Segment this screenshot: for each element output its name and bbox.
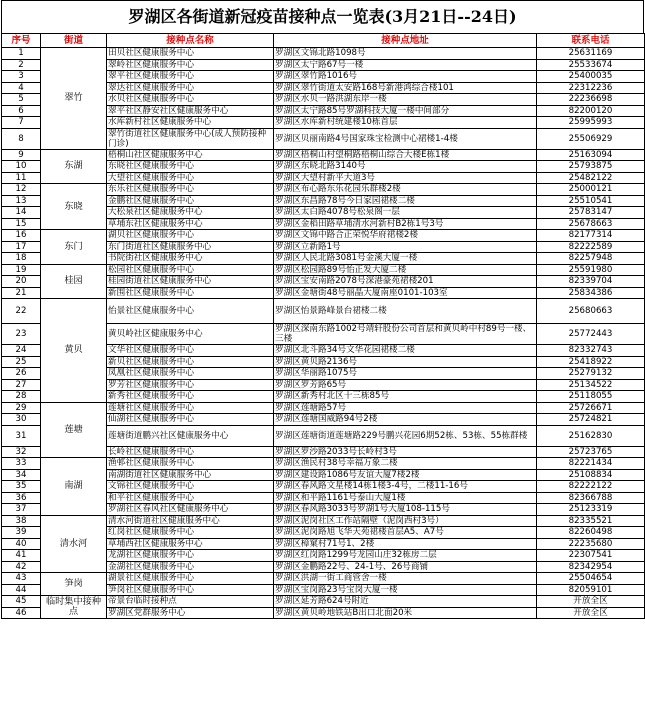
site-address-cell: 罗湖区宝岗路23号宝岗大厦一楼 [274, 584, 537, 596]
site-name-cell: 翠达社区健康服务中心 [107, 82, 274, 94]
row-seq-cell: 18 [2, 253, 41, 265]
row-seq-cell: 19 [2, 264, 41, 276]
row-seq-cell: 45 [2, 596, 41, 608]
site-address-cell: 罗湖区布心路东乐花园乐群楼2楼 [274, 184, 537, 196]
site-address-cell: 罗湖区太白路4078号松泉阁一层 [274, 207, 537, 219]
phone-cell: 25163094 [537, 149, 645, 161]
site-name-cell: 笋岗社区健康服务中心 [107, 584, 274, 596]
phone-cell: 25162830 [537, 425, 645, 446]
row-seq-cell: 38 [2, 515, 41, 527]
street-name-cell: 桂园 [41, 264, 107, 299]
site-address-cell: 罗湖区红岗路1299号龙园山庄32栋房二层 [274, 550, 537, 562]
table-header-row [2, 34, 645, 48]
row-seq-cell: 35 [2, 481, 41, 493]
site-name-cell: 湖景社区健康服务中心 [107, 573, 274, 585]
table-row [2, 184, 645, 196]
row-seq-cell: 4 [2, 82, 41, 94]
table-row [2, 515, 645, 527]
site-name-cell: 梧桐山社区健康服务中心 [107, 149, 274, 161]
site-address-cell: 罗湖区罗芳路65号 [274, 379, 537, 391]
site-address-cell: 罗湖区莲塘路57号 [274, 402, 537, 414]
site-name-cell: 渔邨社区健康服务中心 [107, 458, 274, 470]
site-address-cell: 罗湖区渔民村38号幸福万象二楼 [274, 458, 537, 470]
phone-cell: 82257948 [537, 253, 645, 265]
phone-cell: 82221434 [537, 458, 645, 470]
site-address-cell: 罗湖区人民北路3081号金溪大厦一楼 [274, 253, 537, 265]
phone-cell: 25793875 [537, 161, 645, 173]
row-seq-cell: 23 [2, 324, 41, 345]
row-seq-cell: 27 [2, 379, 41, 391]
site-name-cell: 南湖街道社区健康服务中心 [107, 469, 274, 481]
site-address-cell: 罗湖区北斗路34号文华花园裙楼二楼 [274, 345, 537, 357]
street-name-cell: 东湖 [41, 149, 107, 184]
row-seq-cell: 10 [2, 161, 41, 173]
site-name-cell: 新围社区健康服务中心 [107, 287, 274, 299]
site-address-cell: 罗湖区太宁路67号一楼 [274, 59, 537, 71]
phone-cell: 25834386 [537, 287, 645, 299]
site-name-cell: 翠平社区健康服务中心 [107, 71, 274, 83]
phone-cell: 25482122 [537, 172, 645, 184]
site-name-cell: 新秀社区健康服务中心 [107, 391, 274, 403]
site-address-cell: 罗湖区泥岗社区工作站隔壁（泥岗西村3号） [274, 515, 537, 527]
phone-cell: 25000121 [537, 184, 645, 196]
site-name-cell: 龙湖社区健康服务中心 [107, 550, 274, 562]
site-name-cell: 罗湖社区春风社区健康服务中心 [107, 504, 274, 516]
row-seq-cell: 15 [2, 218, 41, 230]
site-address-cell: 罗湖区莲塘国威路94号2楼 [274, 414, 537, 426]
table-row [2, 573, 645, 585]
street-name-cell: 临时集中接种点 [41, 596, 107, 619]
site-address-cell: 罗湖区莲塘街道莲塘路229号鹏兴花园6期52栋、53栋、55栋群楼 [274, 425, 537, 446]
row-seq-cell: 6 [2, 105, 41, 117]
phone-cell: 82059101 [537, 584, 645, 596]
row-seq-cell: 44 [2, 584, 41, 596]
phone-cell: 82339704 [537, 276, 645, 288]
street-name-cell: 翠竹 [41, 48, 107, 150]
site-address-cell: 罗湖区黄贝路2136号 [274, 356, 537, 368]
street-name-cell: 笋岗 [41, 573, 107, 596]
site-name-cell: 怡景社区健康服务中心 [107, 299, 274, 324]
row-seq-cell: 24 [2, 345, 41, 357]
row-seq-cell: 13 [2, 195, 41, 207]
site-name-cell: 黄贝岭社区健康服务中心 [107, 324, 274, 345]
row-seq-cell: 29 [2, 402, 41, 414]
site-name-cell: 田贝社区健康服务中心 [107, 48, 274, 60]
site-name-cell: 新贝社区健康服务中心 [107, 356, 274, 368]
site-name-cell: 桂园街道社区健康服务中心 [107, 276, 274, 288]
row-seq-cell: 33 [2, 458, 41, 470]
site-name-cell: 书院街社区健康服务中心 [107, 253, 274, 265]
phone-cell: 25533674 [537, 59, 645, 71]
row-seq-cell: 41 [2, 550, 41, 562]
site-address-cell: 罗湖区东昌路78号今日家园裙楼二楼 [274, 195, 537, 207]
phone-cell: 25118055 [537, 391, 645, 403]
site-address-cell: 罗湖区宝安南路2078号深港豪苑裙楼201 [274, 276, 537, 288]
site-name-cell: 清水河街道社区健康服务中心 [107, 515, 274, 527]
site-name-cell: 帝景台临时接种点 [107, 596, 274, 608]
street-name-cell: 清水河 [41, 515, 107, 573]
phone-cell: 25506929 [537, 128, 645, 149]
site-name-cell: 东门街道社区健康服务中心 [107, 241, 274, 253]
site-name-cell: 大望社区健康服务中心 [107, 172, 274, 184]
site-address-cell: 罗湖区洪湖一街工商管舍一楼 [274, 573, 537, 585]
row-seq-cell: 14 [2, 207, 41, 219]
phone-cell: 22236698 [537, 94, 645, 106]
table-row [2, 48, 645, 60]
phone-cell: 25418922 [537, 356, 645, 368]
site-name-cell: 长岭社区健康服务中心 [107, 446, 274, 458]
phone-cell: 82332743 [537, 345, 645, 357]
site-address-cell: 罗湖区延芳路624号附近 [274, 596, 537, 608]
site-name-cell: 东晓社区健康服务中心 [107, 161, 274, 173]
phone-cell: 82366788 [537, 492, 645, 504]
site-address-cell: 罗湖区春风路文星楼14栋1楼3-4号，二楼11-16号 [274, 481, 537, 493]
row-seq-cell: 26 [2, 368, 41, 380]
street-name-cell: 东晓 [41, 184, 107, 230]
header-site-name: 接种点名称 [107, 34, 274, 48]
phone-cell: 25591980 [537, 264, 645, 276]
phone-cell: 82177314 [537, 230, 645, 242]
table-row [2, 458, 645, 470]
row-seq-cell: 1 [2, 48, 41, 60]
site-name-cell: 翠平社区静安社区健康服务中心 [107, 105, 274, 117]
site-address-cell: 罗湖区立新路1号 [274, 241, 537, 253]
site-address-cell: 罗湖区金稻田路草埔清水河新村B2栋1号3号 [274, 218, 537, 230]
site-name-cell: 和平社区健康服务中心 [107, 492, 274, 504]
site-name-cell: 金鹏社区健康服务中心 [107, 195, 274, 207]
site-address-cell: 罗湖区泥岗路旭飞华天苑裙楼首层A5、A7号 [274, 527, 537, 539]
row-seq-cell: 21 [2, 287, 41, 299]
site-name-cell: 仙湖社区健康服务中心 [107, 414, 274, 426]
phone-cell: 开放全区 [537, 596, 645, 608]
phone-cell: 22307541 [537, 550, 645, 562]
site-name-cell: 翠竹街道社区健康服务中心(成人预防接种门诊) [107, 128, 274, 149]
row-seq-cell: 22 [2, 299, 41, 324]
site-name-cell: 草埔西社区健康服务中心 [107, 538, 274, 550]
phone-cell: 25723765 [537, 446, 645, 458]
site-name-cell: 莲塘街道鹏兴社区健康服务中心 [107, 425, 274, 446]
phone-cell: 25504654 [537, 573, 645, 585]
header-phone: 联系电话 [537, 34, 645, 48]
row-seq-cell: 42 [2, 561, 41, 573]
table-row [2, 299, 645, 324]
phone-cell: 25724821 [537, 414, 645, 426]
site-address-cell: 罗湖区和平路1161号泰山大厦1楼 [274, 492, 537, 504]
site-address-cell: 罗湖区水贝一路洪湖东岸一楼 [274, 94, 537, 106]
row-seq-cell: 37 [2, 504, 41, 516]
phone-cell: 25108834 [537, 469, 645, 481]
vaccination-site-table [1, 33, 645, 619]
phone-cell: 25680663 [537, 299, 645, 324]
site-address-cell: 罗湖区贝丽南路4号国家珠宝检测中心裙楼1-4楼 [274, 128, 537, 149]
phone-cell: 25678663 [537, 218, 645, 230]
row-seq-cell: 46 [2, 607, 41, 619]
site-name-cell: 松园社区健康服务中心 [107, 264, 274, 276]
site-address-cell: 罗湖区翠竹路1016号 [274, 71, 537, 83]
row-seq-cell: 34 [2, 469, 41, 481]
street-name-cell: 黄贝 [41, 299, 107, 403]
site-address-cell: 罗湖区春风路3033号罗湖1号大厦108-115号 [274, 504, 537, 516]
phone-cell: 25400035 [537, 71, 645, 83]
site-address-cell: 罗湖区怡景路峰景台裙楼二楼 [274, 299, 537, 324]
site-name-cell: 莲塘社区健康服务中心 [107, 402, 274, 414]
table-row [2, 230, 645, 242]
site-address-cell: 罗湖区东晓北路3140号 [274, 161, 537, 173]
site-name-cell: 罗湖区党群服务中心 [107, 607, 274, 619]
site-address-cell: 罗湖区樟窠村71号1、2楼 [274, 538, 537, 550]
site-name-cell: 湖贝社区健康服务中心 [107, 230, 274, 242]
site-address-cell: 罗湖区华丽路1075号 [274, 368, 537, 380]
site-name-cell: 金湖社区健康服务中心 [107, 561, 274, 573]
site-address-cell: 罗湖区文锦北路1098号 [274, 48, 537, 60]
phone-cell: 25123319 [537, 504, 645, 516]
phone-cell: 82342954 [537, 561, 645, 573]
table-row [2, 149, 645, 161]
site-address-cell: 罗湖区建设路1086号友谊大厦7楼2楼 [274, 469, 537, 481]
phone-cell: 82335521 [537, 515, 645, 527]
site-address-cell: 罗湖区水库新村统建楼10栋首层 [274, 117, 537, 129]
site-address-cell: 罗湖区金鹏路22号、24-1号、26号商铺 [274, 561, 537, 573]
row-seq-cell: 25 [2, 356, 41, 368]
site-name-cell: 文华社区健康服务中心 [107, 345, 274, 357]
row-seq-cell: 39 [2, 527, 41, 539]
row-seq-cell: 12 [2, 184, 41, 196]
site-address-cell: 罗湖区金塘街48号丽晶大厦南座0101-103室 [274, 287, 537, 299]
row-seq-cell: 16 [2, 230, 41, 242]
row-seq-cell: 20 [2, 276, 41, 288]
row-seq-cell: 7 [2, 117, 41, 129]
site-address-cell: 罗湖区翠竹街道太安路168号新港鸿综合楼101 [274, 82, 537, 94]
site-name-cell: 水库新村社区健康服务中心 [107, 117, 274, 129]
phone-cell: 82222589 [537, 241, 645, 253]
row-seq-cell: 3 [2, 71, 41, 83]
row-seq-cell: 11 [2, 172, 41, 184]
row-seq-cell: 17 [2, 241, 41, 253]
phone-cell: 开放全区 [537, 607, 645, 619]
site-name-cell: 东乐社区健康服务中心 [107, 184, 274, 196]
site-address-cell: 罗湖区太宁路85号罗湖科技大厦一楼中间部分 [274, 105, 537, 117]
table-row [2, 596, 645, 608]
site-name-cell: 水贝社区健康服务中心 [107, 94, 274, 106]
site-name-cell: 红岗社区健康服务中心 [107, 527, 274, 539]
table-row [2, 402, 645, 414]
site-address-cell: 罗湖区文锦中路合正荣悦华府裙楼2楼 [274, 230, 537, 242]
header-site-address: 接种点地址 [274, 34, 537, 48]
site-address-cell: 罗湖区黄贝岭地铁站B出口北面20米 [274, 607, 537, 619]
site-name-cell: 文锦社区健康服务中心 [107, 481, 274, 493]
site-name-cell: 凤凰社区健康服务中心 [107, 368, 274, 380]
row-seq-cell: 32 [2, 446, 41, 458]
phone-cell: 25134522 [537, 379, 645, 391]
site-address-cell: 罗湖区梧桐山村望桐路梧桐山综合大楼E栋1楼 [274, 149, 537, 161]
row-seq-cell: 30 [2, 414, 41, 426]
site-address-cell: 罗湖区松园路89号怡正发大厦二楼 [274, 264, 537, 276]
row-seq-cell: 31 [2, 425, 41, 446]
site-address-cell: 罗湖区深南东路1002号靖轩股份公司首层和黄贝岭中村89号一楼、三楼 [274, 324, 537, 345]
phone-cell: 22235680 [537, 538, 645, 550]
site-name-cell: 大松泉社区健康服务中心 [107, 207, 274, 219]
table-body [2, 48, 645, 619]
phone-cell: 25995993 [537, 117, 645, 129]
phone-cell: 25726671 [537, 402, 645, 414]
site-address-cell: 罗湖区新秀村北区十三栋85号 [274, 391, 537, 403]
table-row [2, 264, 645, 276]
row-seq-cell: 43 [2, 573, 41, 585]
phone-cell: 22312236 [537, 82, 645, 94]
phone-cell: 25772443 [537, 324, 645, 345]
phone-cell: 25510541 [537, 195, 645, 207]
document-title: 罗湖区各街道新冠疫苗接种点一览表(3月21日--24日) [1, 0, 644, 33]
row-seq-cell: 8 [2, 128, 41, 149]
phone-cell: 25783147 [537, 207, 645, 219]
row-seq-cell: 28 [2, 391, 41, 403]
document-page [1, 0, 644, 619]
row-seq-cell: 40 [2, 538, 41, 550]
row-seq-cell: 9 [2, 149, 41, 161]
phone-cell: 25631169 [537, 48, 645, 60]
street-name-cell: 莲塘 [41, 402, 107, 458]
site-address-cell: 罗湖区罗沙路2033号长岭村3号 [274, 446, 537, 458]
row-seq-cell: 5 [2, 94, 41, 106]
phone-cell: 25279132 [537, 368, 645, 380]
street-name-cell: 南湖 [41, 458, 107, 516]
site-name-cell: 罗芳社区健康服务中心 [107, 379, 274, 391]
street-name-cell: 东门 [41, 230, 107, 265]
phone-cell: 82260498 [537, 527, 645, 539]
site-address-cell: 罗湖区大望村新平大道3号 [274, 172, 537, 184]
phone-cell: 82200120 [537, 105, 645, 117]
row-seq-cell: 36 [2, 492, 41, 504]
header-seq: 序号 [2, 34, 41, 48]
site-name-cell: 翠岭社区健康服务中心 [107, 59, 274, 71]
site-name-cell: 草埔东社区健康服务中心 [107, 218, 274, 230]
row-seq-cell: 2 [2, 59, 41, 71]
phone-cell: 82222122 [537, 481, 645, 493]
header-street: 街道 [41, 34, 107, 48]
